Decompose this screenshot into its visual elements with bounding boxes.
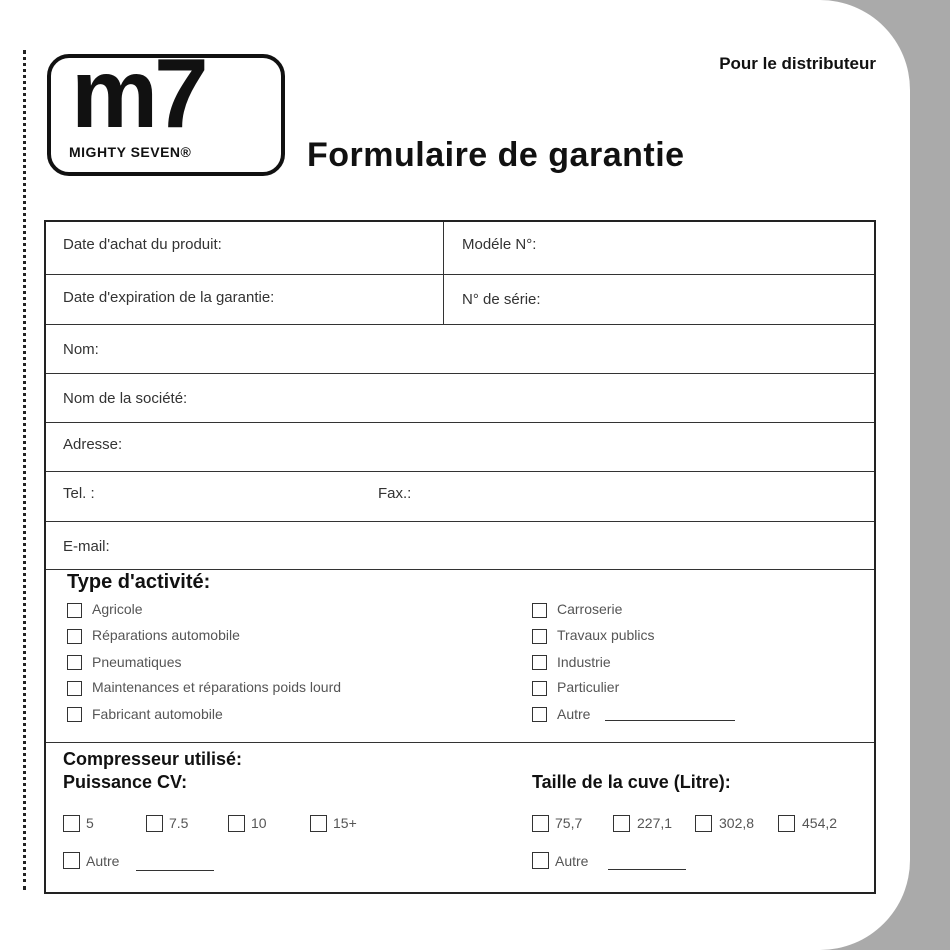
checkbox-power-15-plus[interactable] bbox=[310, 815, 327, 832]
checkbox-tank-75-7[interactable] bbox=[532, 815, 549, 832]
power-option-label: 5 bbox=[86, 815, 94, 831]
brand-logo bbox=[47, 38, 285, 176]
purchase-date-field[interactable]: Date d'achat du produit: bbox=[63, 236, 222, 253]
tel-field[interactable]: Tel. : bbox=[63, 485, 95, 502]
checkbox-power-7-5[interactable] bbox=[146, 815, 163, 832]
tank-title: Taille de la cuve (Litre): bbox=[532, 772, 731, 792]
checkbox-industrie[interactable] bbox=[532, 655, 547, 670]
serial-number-field[interactable]: N° de série: bbox=[462, 291, 541, 308]
warranty-expiry-field[interactable]: Date d'expiration de la garantie: bbox=[63, 289, 275, 306]
power-title: Puissance CV: bbox=[63, 772, 188, 792]
tank-option-label: 75,7 bbox=[555, 815, 583, 831]
checkbox-power-5[interactable] bbox=[63, 815, 80, 832]
tank-other-line[interactable] bbox=[608, 869, 686, 870]
tank-option-label: 454,2 bbox=[802, 815, 838, 831]
checkbox-tank-other[interactable] bbox=[532, 852, 549, 869]
row-company bbox=[46, 373, 874, 423]
page-title: Formulaire de garantie bbox=[307, 136, 685, 174]
checkbox-reparations-automobile[interactable] bbox=[67, 629, 82, 644]
option-label: Autre bbox=[557, 706, 591, 722]
power-other-label: Autre bbox=[86, 853, 120, 869]
option-label: Carroserie bbox=[557, 601, 623, 617]
checkbox-pneumatiques[interactable] bbox=[67, 655, 82, 670]
checkbox-power-10[interactable] bbox=[228, 815, 245, 832]
address-field[interactable]: Adresse: bbox=[63, 436, 123, 453]
checkbox-agricole[interactable] bbox=[67, 603, 82, 618]
company-field[interactable]: Nom de la société: bbox=[63, 390, 188, 407]
logo-mark: m7 bbox=[71, 38, 205, 148]
power-other-line[interactable] bbox=[136, 870, 214, 871]
option-label: Pneumatiques bbox=[92, 654, 182, 670]
checkbox-poids-lourd[interactable] bbox=[67, 681, 82, 696]
perforation-line bbox=[23, 50, 26, 890]
option-label: Maintenances et réparations poids lourd bbox=[92, 679, 342, 695]
row-tel-fax bbox=[46, 471, 874, 522]
activity-title: Type d'activité: bbox=[67, 571, 211, 593]
column-divider bbox=[443, 274, 444, 324]
row-name bbox=[46, 324, 874, 374]
checkbox-particulier[interactable] bbox=[532, 681, 547, 696]
checkbox-tank-227-1[interactable] bbox=[613, 815, 630, 832]
checkbox-autre-activite[interactable] bbox=[532, 707, 547, 722]
logo-brand-text: MIGHTY SEVEN® bbox=[69, 144, 192, 160]
option-label: Réparations automobile bbox=[92, 627, 240, 643]
email-field[interactable]: E-mail: bbox=[63, 538, 110, 555]
checkbox-carroserie[interactable] bbox=[532, 603, 547, 618]
power-option-label: 10 bbox=[251, 815, 267, 831]
row-email bbox=[46, 521, 874, 570]
row-expiry-serial bbox=[46, 274, 874, 325]
option-label: Agricole bbox=[92, 601, 143, 617]
warranty-form bbox=[44, 220, 876, 894]
checkbox-power-other[interactable] bbox=[63, 852, 80, 869]
tank-option-label: 302,8 bbox=[719, 815, 755, 831]
row-purchase-model bbox=[46, 222, 874, 275]
name-field[interactable]: Nom: bbox=[63, 341, 99, 358]
tank-option-label: 227,1 bbox=[637, 815, 673, 831]
option-label: Industrie bbox=[557, 654, 611, 670]
option-label: Travaux publics bbox=[557, 627, 655, 643]
checkbox-tank-454-2[interactable] bbox=[778, 815, 795, 832]
checkbox-tank-302-8[interactable] bbox=[695, 815, 712, 832]
option-label: Particulier bbox=[557, 679, 620, 695]
compressor-title: Compresseur utilisé: bbox=[63, 749, 243, 769]
checkbox-fabricant-automobile[interactable] bbox=[67, 707, 82, 722]
power-option-label: 7.5 bbox=[169, 815, 189, 831]
checkbox-travaux-publics[interactable] bbox=[532, 629, 547, 644]
distributor-label: Pour le distributeur bbox=[719, 54, 876, 73]
power-option-label: 15+ bbox=[333, 815, 357, 831]
fax-field[interactable]: Fax.: bbox=[378, 485, 412, 502]
column-divider bbox=[443, 222, 444, 274]
compressor-section bbox=[46, 742, 874, 892]
tank-other-label: Autre bbox=[555, 853, 589, 869]
row-address bbox=[46, 422, 874, 472]
model-number-field[interactable]: Modéle N°: bbox=[462, 236, 537, 253]
activity-section bbox=[46, 569, 874, 743]
autre-activite-line[interactable] bbox=[605, 720, 735, 721]
option-label: Fabricant automobile bbox=[92, 706, 223, 722]
